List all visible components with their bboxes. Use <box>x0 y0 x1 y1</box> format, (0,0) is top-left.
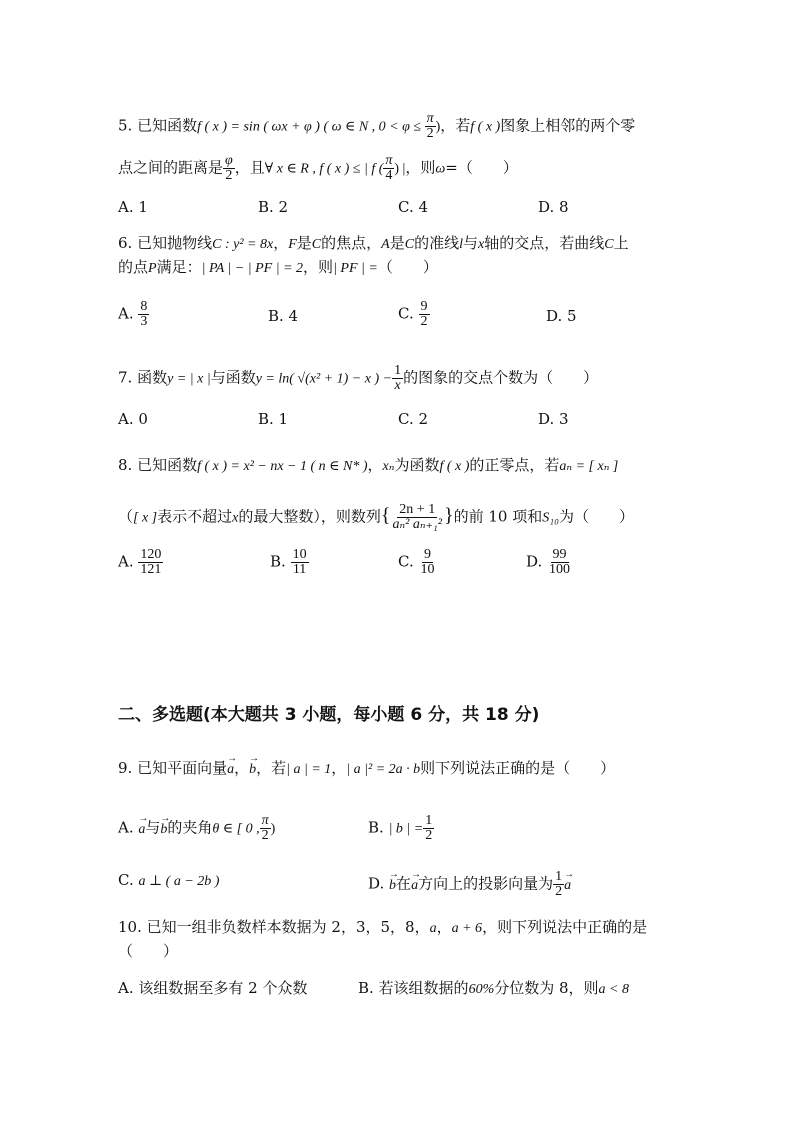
q7-option-d: D. 3 <box>538 410 569 428</box>
option-formula: | b | = <box>388 821 424 837</box>
paren: ) <box>435 119 441 135</box>
q5-frac-pi-4 <box>383 154 394 183</box>
q9-text: 则下列说法正确的是（ ） <box>420 759 616 777</box>
vector-a: → a <box>411 876 418 896</box>
q8-frac-c <box>419 548 437 577</box>
q6-line-1 <box>118 233 629 255</box>
q8-text: 为函数 <box>394 456 440 474</box>
q6-text: ， <box>273 234 289 252</box>
q6-text: 上 <box>613 234 629 252</box>
q8-text: 表示不超过 <box>157 507 233 526</box>
q8-frac-b <box>291 548 309 577</box>
option-text: 在 <box>396 874 412 893</box>
q7-line-1 <box>118 364 598 393</box>
q6-formula: A <box>381 237 390 252</box>
q8-formula: xₙ <box>382 459 395 474</box>
q6-line-2 <box>118 257 438 279</box>
q10-text: 已知一组非负数样本数据为 2，3，5，8， <box>146 918 430 936</box>
q6-frac-9-2 <box>419 300 430 329</box>
frac-num: 10 <box>292 547 307 562</box>
q6-text: 是 <box>389 234 405 252</box>
frac-num: π <box>385 153 393 168</box>
q8-text: 已知函数 <box>137 456 198 474</box>
q8-option-b <box>270 548 309 577</box>
q8-text: ， <box>367 456 383 474</box>
vector-b: → b <box>389 876 396 896</box>
vector-b: → b <box>160 820 167 840</box>
q5-line-1 <box>118 112 635 141</box>
q9-line-1 <box>118 758 615 780</box>
q6-text: ，则 <box>303 258 334 276</box>
option-formula: 60% <box>468 982 495 997</box>
q6-frac-8-3 <box>138 300 149 329</box>
q6-option-a <box>118 300 149 329</box>
frac-den: 100 <box>549 562 571 577</box>
q5-number: 5. <box>118 116 133 135</box>
q6-formula: F <box>288 237 297 252</box>
q5-formula: f ( x ) = sin ( ωx + φ ) ( ω ∈ N , 0 < φ ≤ <box>197 119 425 135</box>
q7-text: 的图象的交点个数为（ ） <box>403 368 599 387</box>
q7-formula: y = | x | <box>167 371 211 387</box>
frac-den: 2 <box>555 884 563 899</box>
frac-den: 3 <box>140 314 148 329</box>
q8-frac-a <box>138 548 163 577</box>
option-label: A. <box>118 818 134 837</box>
q9-text: ， <box>234 759 250 777</box>
frac-den: aₙ² aₙ₊₁² <box>392 517 442 532</box>
option-label: D. <box>526 552 543 571</box>
frac-num: 1 <box>555 869 563 884</box>
frac-den: 2 <box>261 828 269 843</box>
q6-formula: l <box>459 237 463 252</box>
q6-text: 轴的交点，若曲线 <box>484 234 605 252</box>
q5-option-c: C. 4 <box>398 198 429 216</box>
paren: ) | <box>394 161 406 177</box>
option-text: 方向上的投影向量为 <box>418 874 554 893</box>
q9-text: ，若 <box>256 759 287 777</box>
frac-num: 9 <box>420 299 428 314</box>
frac-num: 99 <box>552 547 567 562</box>
option-text: 分位数为 8，则 <box>494 979 599 997</box>
q8-formula: S₁₀ <box>542 510 559 526</box>
q5-omega: ω <box>435 161 446 177</box>
q6-text: 的焦点， <box>321 234 382 252</box>
option-label: A. <box>118 304 134 323</box>
q8-formula: x <box>232 510 239 526</box>
q7-option-b: B. 1 <box>258 410 289 428</box>
q10-formula: a + 6 <box>451 921 483 936</box>
q6-formula: C : y² = 8x <box>212 237 274 252</box>
q10-line-2: （ ） <box>118 942 179 960</box>
q9-option-b <box>368 814 434 843</box>
q8-formula: f ( x ) <box>439 459 470 474</box>
q10-formula: a <box>429 921 437 936</box>
brace-right: } <box>444 504 454 527</box>
option-text: B. 若该组数据的 <box>358 979 469 997</box>
q9-frac-1-2-d <box>553 870 564 899</box>
frac-num: 2n + 1 <box>399 502 436 517</box>
q10-option-a: A. 该组数据至多有 2 个众数 <box>118 979 308 997</box>
vector-a: → a <box>227 760 234 780</box>
q6-formula: C <box>311 237 322 252</box>
q6-formula: C <box>604 237 614 252</box>
vector-a: → a <box>138 820 145 840</box>
q6-text: （ ） <box>377 258 438 276</box>
q8-text: 为（ ） <box>558 507 634 526</box>
q6-text: 满足： <box>156 258 202 276</box>
q9-frac-1-2 <box>423 814 434 843</box>
option-label: D. <box>368 874 385 893</box>
q9-option-c <box>118 870 219 892</box>
q9-option-a <box>118 814 275 843</box>
q5-option-d: D. 8 <box>538 198 569 216</box>
q9-text: ， <box>331 759 347 777</box>
q7-number: 7. <box>118 368 133 387</box>
q5-formula: f ( x ) <box>470 119 501 135</box>
q5-option-a: A. 1 <box>118 198 148 216</box>
q5-text: ，且 <box>234 158 265 177</box>
q5-text: ，若 <box>440 116 471 135</box>
q10-line-1 <box>118 917 647 939</box>
q8-option-d <box>526 548 572 577</box>
frac-den: 2 <box>420 314 428 329</box>
frac-num: π <box>261 813 269 828</box>
frac-den: 10 <box>420 562 435 577</box>
q7-frac-1-x <box>392 364 403 393</box>
option-text: 的夹角 <box>167 818 213 837</box>
q9-formula: | a |² = 2a · b <box>346 762 421 777</box>
option-label: A. <box>118 552 134 571</box>
q6-formula: C <box>404 237 415 252</box>
option-formula: θ ∈ [ 0 , <box>212 821 260 837</box>
frac-den: 4 <box>385 168 393 183</box>
q7-formula: y = ln( √(x² + 1) − x ) − <box>255 371 393 387</box>
q5-frac-pi-2 <box>425 112 436 141</box>
q6-text: 是 <box>296 234 312 252</box>
frac-num: 8 <box>140 299 148 314</box>
frac-num: 120 <box>140 547 162 562</box>
option-formula: a ⊥ ( a − 2b ) <box>138 874 220 889</box>
section-heading: 二、多选题(本大题共 3 小题，每小题 6 分，共 18 分) <box>118 705 540 725</box>
q8-text: 的最大整数），则数列 <box>238 507 381 526</box>
q7-text: 函数 <box>137 368 168 387</box>
q6-option-d: D. 5 <box>546 307 577 325</box>
q8-text: 的前 10 项和 <box>453 507 543 526</box>
q8-frac-d <box>547 548 572 577</box>
q8-option-a <box>118 548 163 577</box>
frac-num: π <box>426 111 434 126</box>
q6-number: 6. <box>118 234 133 252</box>
q8-number: 8. <box>118 456 133 474</box>
q8-formula: f ( x ) = x² − nx − 1 ( n ∈ N* ) <box>197 459 368 474</box>
q8-formula: aₙ = [ xₙ ] <box>559 459 619 474</box>
q10-number: 10. <box>118 918 142 936</box>
q5-text: 已知函数 <box>137 116 198 135</box>
q10-option-b <box>358 978 629 1000</box>
q8-text: （ <box>118 507 134 526</box>
q6-option-c <box>398 300 430 329</box>
frac-num: 9 <box>424 547 431 562</box>
vector-b: → b <box>249 760 256 780</box>
q5-formula: ∀ x ∈ R , f ( x ) ≤ | f ( <box>264 161 384 177</box>
q8-line-2 <box>118 503 634 532</box>
q9-formula: | a | = 1 <box>286 762 332 777</box>
q6-text: 与 <box>462 234 478 252</box>
q7-text: 与函数 <box>210 368 256 387</box>
option-label: C. <box>398 552 414 571</box>
frac-den: 11 <box>292 562 307 577</box>
frac-den: 2 <box>426 126 434 141</box>
q9-number: 9. <box>118 759 133 777</box>
q10-text: ，则下列说法中正确的是 <box>482 918 648 936</box>
q8-formula: [ x ] <box>133 510 158 526</box>
frac-num: φ <box>225 153 233 168</box>
frac-den: 121 <box>140 562 162 577</box>
option-label: C. <box>398 304 414 323</box>
q9-text: 已知平面向量 <box>137 759 228 777</box>
q5-text: 点之间的距离是 <box>118 158 224 177</box>
q6-formula: | PF | = <box>333 261 378 276</box>
q9-option-d <box>368 870 571 899</box>
q5-text: 图象上相邻的两个零 <box>500 116 636 135</box>
option-formula: a < 8 <box>598 982 629 997</box>
q5-line-2 <box>118 154 518 183</box>
q5-frac-phi-2 <box>223 154 235 183</box>
option-label: B. <box>270 552 286 571</box>
vector-a: → a <box>564 876 571 896</box>
q7-option-c: C. 2 <box>398 410 429 428</box>
q6-text: 的点 <box>118 258 149 276</box>
brace-left: { <box>380 504 391 527</box>
option-text: 与 <box>145 818 161 837</box>
q5-text: ，则 <box>405 158 436 177</box>
frac-den: 2 <box>425 828 433 843</box>
q8-text: 的正零点，若 <box>469 456 560 474</box>
q6-text: 已知抛物线 <box>137 234 213 252</box>
frac-num: 1 <box>425 813 433 828</box>
frac-den: x <box>394 378 401 393</box>
q6-option-b: B. 4 <box>268 307 299 325</box>
option-label: C. <box>118 871 134 889</box>
q5-option-b: B. 2 <box>258 198 289 216</box>
q8-line-1 <box>118 455 618 477</box>
q9-frac-pi-2 <box>260 814 271 843</box>
q10-text: ， <box>436 918 452 936</box>
q5-text: =（ ） <box>445 158 518 177</box>
option-label: B. <box>368 818 384 837</box>
frac-num: 1 <box>394 363 402 378</box>
q6-formula: x <box>477 237 485 252</box>
q6-formula: | PA | − | PF | = 2 <box>201 261 304 276</box>
q6-formula: P <box>148 261 157 276</box>
paren: ) <box>270 821 276 837</box>
q6-text: 的准线 <box>414 234 460 252</box>
q8-sequence-frac <box>391 503 445 532</box>
frac-den: 2 <box>225 168 233 183</box>
q8-option-c <box>398 548 437 577</box>
q7-option-a: A. 0 <box>118 410 148 428</box>
